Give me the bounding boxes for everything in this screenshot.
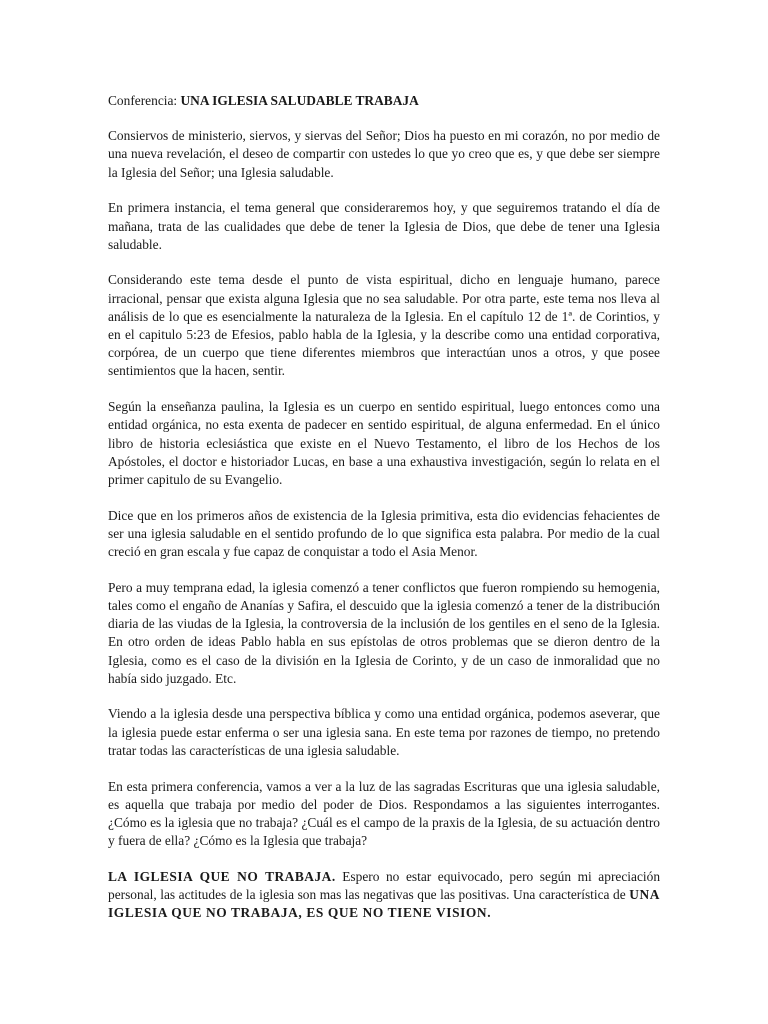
paragraph-7: Viendo a la iglesia desde una perspectiva bíblica y como una entidad orgánica, podemos aseverar, que la iglesia puede estar enferma o ser una iglesia sana. En este tema por razones de tiempo, no pretendo tratar todas las características de una iglesia saludable.	[108, 706, 660, 758]
section-emphasis: UNA IGLESIA QUE NO TRABAJA, ES QUE NO TIENE VISION.	[108, 887, 660, 921]
document-page	[108, 92, 660, 923]
paragraph-5: Dice que en los primeros años de existencia de la Iglesia primitiva, esta dio evidencias fehacientes de ser una iglesia saludable en el sentido profundo de lo que significa esta palabra. Por medio de la cual creció en gran escala y fue capaz de conquistar a todo el Asia Menor.	[108, 507, 660, 560]
section-heading-paragraph	[108, 868, 660, 923]
paragraph-8: En esta primera conferencia, vamos a ver a la luz de las sagradas Escrituras que una iglesia saludable, es aquella que trabaja por medio del poder de Dios. Respondamos a las siguientes interrogantes. ¿Cómo es la iglesia que no trabaja? ¿Cuál es el campo de la praxis de la Iglesia, de su actuación dentro y fuera de ella? ¿Cómo es la Iglesia que trabaja?	[108, 778, 660, 849]
section-heading: LA IGLESIA QUE NO TRABAJA.	[108, 868, 336, 884]
title-text: UNA IGLESIA SALUDABLE TRABAJA	[180, 93, 419, 108]
paragraph-3: Considerando este tema desde el punto de vista espiritual, dicho en lenguaje humano, parece irracional, pensar que exista alguna Iglesia que no sea saludable. Por otra parte, este tema nos lleva al análisis de lo que es esencialmente la naturaleza de la Iglesia. En el capítulo 12 de 1ª. de Corintios, y en el capitulo 5:23 de Efesios, pablo habla de la Iglesia, y la describe como una entidad corporativa, corpórea, de un cuerpo que tiene diferentes miembros que interactúan unos a otros, y que posee sentimientos que la hacen, sentir.	[108, 272, 660, 379]
paragraph-2: En primera instancia, el tema general que consideraremos hoy, y que seguiremos tratando el día de mañana, trata de las cualidades que debe de tener la Iglesia de Dios, que debe de tener una Iglesia saludable.	[108, 200, 660, 252]
document-title	[108, 92, 660, 110]
paragraph-6: Pero a muy temprana edad, la iglesia comenzó a tener conflictos que fueron rompiendo su hemogenia, tales como el engaño de Ananías y Safira, el descuido que la iglesia comenzó a tener de la distribución diaria de las viudas de la Iglesia, la controversia de la inclusión de los gentiles en el seno de la Iglesia. En otro orden de ideas Pablo habla en sus epístolas de otros problemas que se dieron dentro de la Iglesia, como es el caso de la división en la Iglesia de Corinto, y de un caso de inmoralidad que no había sido juzgado. Etc.	[108, 579, 660, 686]
title-prefix: Conferencia:	[108, 93, 181, 108]
section-text: Espero no estar equivocado, pero según mi apreciación personal, las actitudes de la iglesia son mas las negativas que las positivas. Una característica de	[108, 868, 661, 903]
paragraph-4: Según la enseñanza paulina, la Iglesia es un cuerpo en sentido espiritual, luego entonces como una entidad orgánica, no esta exenta de padecer en sentido espiritual, de alguna enfermedad. En el único libro de historia eclesiástica que existe en el Nuevo Testamento, el libro de los Hechos de los Apóstoles, el doctor e historiador Lucas, en base a una exhaustiva investigación, según lo relata en el primer capitulo de su Evangelio.	[108, 399, 660, 487]
paragraph-1: Consiervos de ministerio, siervos, y siervas del Señor; Dios ha puesto en mi corazón, no por medio de una nueva revelación, el deseo de compartir con ustedes lo que yo creo que es, y que debe ser siempre la Iglesia del Señor; una Iglesia saludable.	[108, 128, 660, 180]
